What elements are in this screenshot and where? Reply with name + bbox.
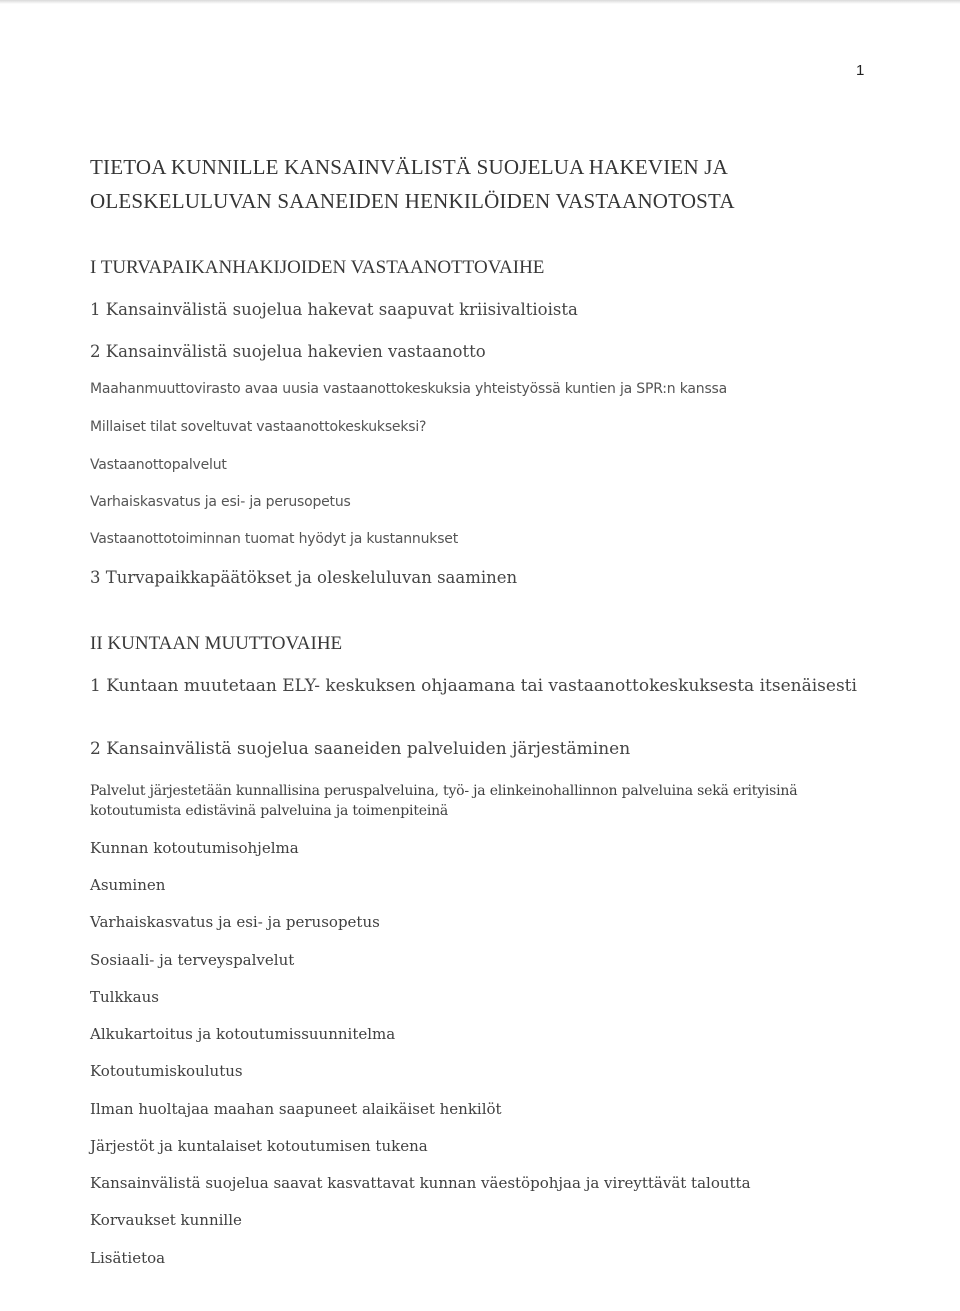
scan-edge — [0, 0, 960, 4]
section-2-subitem: Lisätietoa — [90, 1249, 166, 1267]
section-2-item-2: 2 Kansainvälistä suojelua saaneiden palveluiden järjestäminen — [90, 739, 631, 759]
section-1-subitem: Vastaanottopalvelut — [90, 457, 227, 473]
section-2-subitem: Asuminen — [90, 876, 166, 894]
section-1-item-1: 1 Kansainvälistä suojelua hakevat saapuvat kriisivaltioista — [90, 300, 578, 319]
section-2-subitem: Korvaukset kunnille — [90, 1211, 242, 1229]
section-1-item-3: 3 Turvapaikkapäätökset ja oleskeluluvan saaminen — [90, 568, 518, 587]
section-2-subitem: Sosiaali- ja terveyspalvelut — [90, 951, 295, 969]
section-2-heading: II KUNTAAN MUUTTOVAIHE — [90, 633, 343, 654]
document-title: TIETOA KUNNILLE KANSAINVÄLISTÄ SUOJELUA HAKEVIEN JA OLESKELULUVAN SAANEIDEN HENKILÖIDEN VASTAANOTOSTA — [90, 155, 735, 213]
section-2-paragraph: Palvelut järjestetään kunnallisina peruspalveluina, työ- ja elinkeinohallinnon palveluina sekä erityisinä kotoutumista edistävinä palveluina ja toimenpiteinä — [90, 783, 798, 819]
section-1-item-2: 2 Kansainvälistä suojelua hakevien vastaanotto — [90, 342, 486, 361]
section-1-subitem: Maahanmuuttovirasto avaa uusia vastaanottokeskuksia yhteistyössä kuntien ja SPR:n kanssa — [90, 381, 728, 397]
section-1-subitem: Varhaiskasvatus ja esi- ja perusopetus — [90, 494, 351, 510]
page-number: 1 — [856, 62, 865, 79]
section-2-subitem: Kansainvälistä suojelua saavat kasvattavat kunnan väestöpohjaa ja vireyttävät taloutta — [90, 1174, 751, 1192]
section-1-heading: I TURVAPAIKANHAKIJOIDEN VASTAANOTTOVAIHE — [90, 257, 545, 278]
section-1-subitem: Vastaanottotoiminnan tuomat hyödyt ja kustannukset — [90, 531, 458, 547]
section-1-subitem: Millaiset tilat soveltuvat vastaanottokeskukseksi? — [90, 419, 427, 435]
section-2-subitem: Varhaiskasvatus ja esi- ja perusopetus — [90, 913, 380, 931]
section-2-subitem: Kotoutumiskoulutus — [90, 1062, 243, 1080]
section-2-item-1: 1 Kuntaan muutetaan ELY- keskuksen ohjaamana tai vastaanottokeskuksesta itsenäisesti — [90, 676, 857, 696]
section-2-subitem: Ilman huoltajaa maahan saapuneet alaikäiset henkilöt — [90, 1100, 502, 1118]
section-2-subitem: Alkukartoitus ja kotoutumissuunnitelma — [90, 1025, 396, 1043]
section-2-subitem: Tulkkaus — [90, 988, 159, 1006]
section-2-subitem: Järjestöt ja kuntalaiset kotoutumisen tukena — [90, 1137, 428, 1155]
section-2-subitem: Kunnan kotoutumisohjelma — [90, 839, 299, 857]
